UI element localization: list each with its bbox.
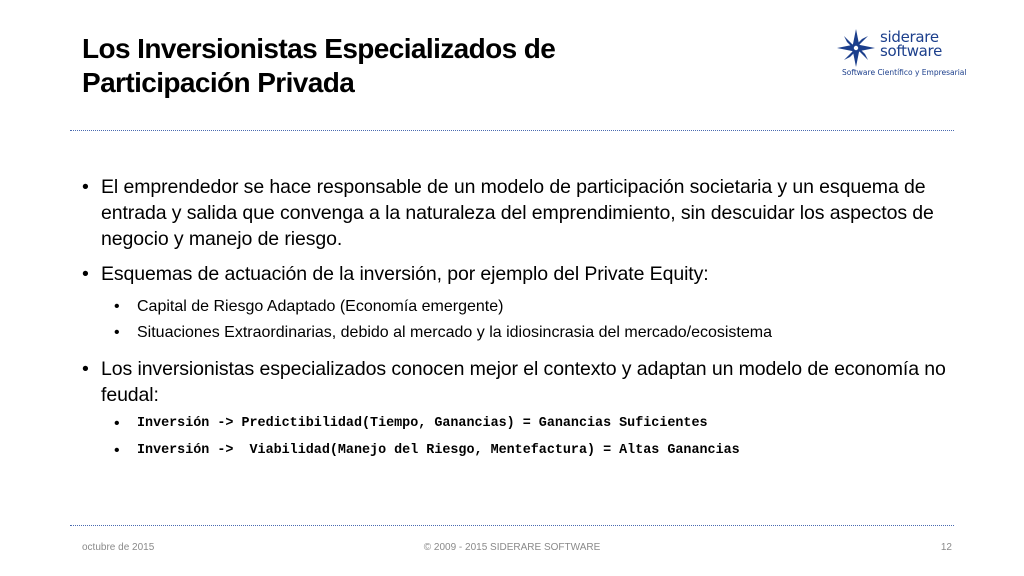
- bullet-marker: •: [82, 358, 89, 380]
- bullet-marker: •: [82, 176, 89, 198]
- footer-copyright: © 2009 - 2015 SIDERARE SOFTWARE: [423, 542, 601, 553]
- slide-body: [82, 174, 952, 467]
- bullet-item: [82, 356, 952, 408]
- sub-bullet-text: Capital de Riesgo Adaptado (Economía emergente): [137, 298, 504, 315]
- sub-bullet-text: Situaciones Extraordinarias, debido al mercado y la idiosincrasia del mercado/ecosistema: [137, 324, 772, 341]
- sub-bullet-formula: [112, 413, 952, 434]
- logo-name: siderare software: [880, 28, 943, 60]
- slide-title: Los Inversionistas Especializados de Participación Privada: [82, 33, 556, 98]
- bullet-text: Los inversionistas especializados conocen mejor el contexto y adaptan un modelo de economía no feudal:: [101, 358, 946, 406]
- page-number: 12: [940, 542, 952, 553]
- bullet-text: Esquemas de actuación de la inversión, por ejemplo del Private Equity:: [101, 263, 709, 285]
- header-divider: [70, 130, 954, 131]
- bullet-item: [82, 174, 952, 252]
- formula-text: Inversión -> Viabilidad(Manejo del Riesgo, Mentefactura) = Altas Ganancias: [137, 443, 740, 458]
- sub-bullet-formula: [112, 440, 952, 461]
- company-logo: [836, 28, 966, 80]
- bullet-marker: •: [82, 263, 89, 285]
- bullet-marker: •: [114, 415, 120, 432]
- bullet-marker: •: [114, 298, 120, 315]
- footer-divider: [70, 525, 954, 526]
- formula-text: Inversión -> Predictibilidad(Tiempo, Ganancias) = Ganancias Suficientes: [137, 416, 708, 431]
- bullet-marker: •: [114, 442, 120, 459]
- sub-bullet-item: [112, 322, 952, 343]
- bullet-item: [82, 261, 952, 287]
- logo-tagline: Software Científico y Empresarial: [842, 68, 967, 77]
- footer-date: octubre de 2015: [82, 542, 155, 553]
- compass-star-icon: [836, 28, 880, 68]
- bullet-marker: •: [114, 324, 120, 341]
- sub-bullet-item: [112, 296, 952, 317]
- bullet-text: El emprendedor se hace responsable de un modelo de participación societaria y un esquema de entrada y salida que convenga a la naturaleza del emprendimiento, sin descuidar los aspectos de negocio y manejo de riesgo.: [101, 176, 934, 250]
